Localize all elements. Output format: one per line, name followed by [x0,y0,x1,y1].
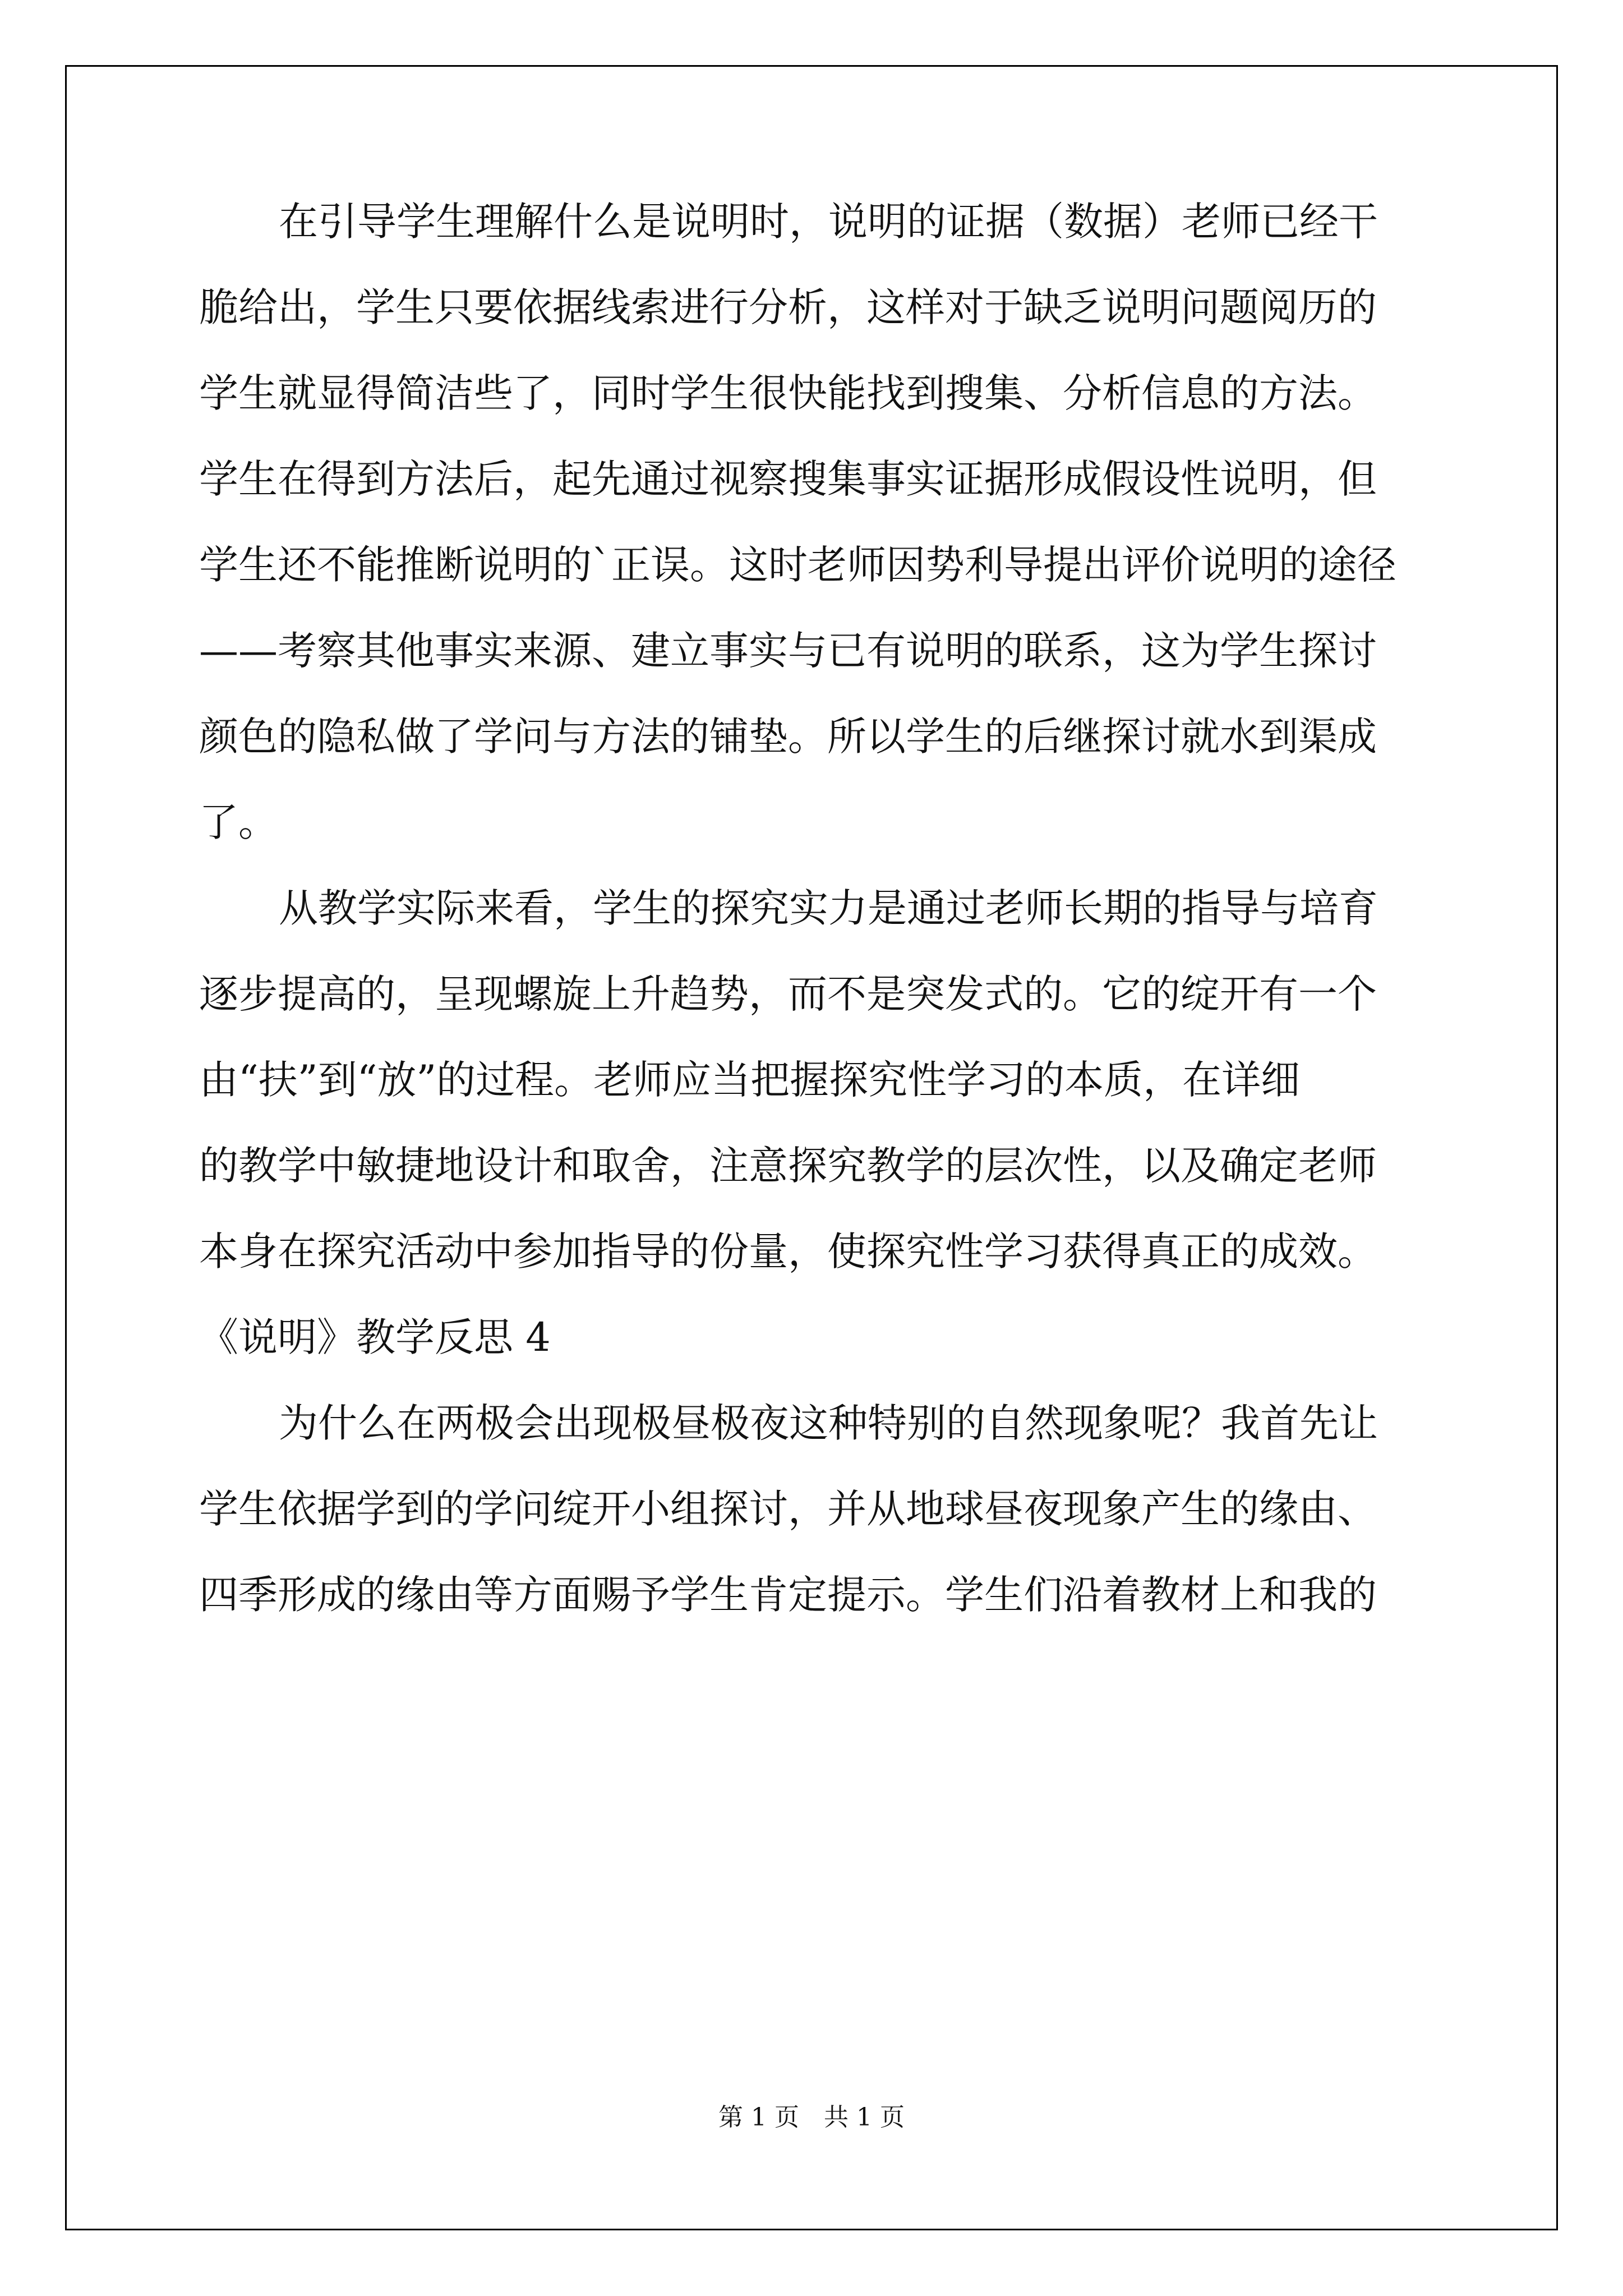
text-line: 学生依据学到的学问绽开小组探讨，并从地球昼夜现象产生的缘由、 [199,1486,1377,1532]
text-line: 脆给出，学生只要依据线索进行分析，这样对于缺乏说明问题阅历的 [199,284,1377,330]
text-line: 学生就显得简洁些了，同时学生很快能找到搜集、分析信息的方法。 [199,370,1377,416]
text-line: ——考察其他事实来源、建立事实与已有说明的联系，这为学生探讨 [199,628,1377,674]
text-line: 由“扶”到“放”的过程。老师应当把握探究性学习的本质，在详细 [199,1057,1301,1103]
text-line: 学生在得到方法后，起先通过视察搜集事实证据形成假设性说明，但 [199,456,1377,502]
text-line: 四季形成的缘由等方面赐予学生肯定提示。学生们沿着教材上和我的 [199,1572,1377,1618]
text-line: 从教学实际来看，学生的探究实力是通过老师长期的指导与培育 [279,885,1378,931]
text-line: 的教学中敏捷地设计和取舍，注意探究教学的层次性，以及确定老师 [199,1143,1377,1189]
text-line: 逐步提高的，呈现螺旋上升趋势，而不是突发式的。它的绽开有一个 [199,971,1377,1017]
text-line: 学生还不能推断说明的`正误。这时老师因势利导提出评价说明的途径 [199,542,1396,588]
text-line: 在引导学生理解什么是说明时，说明的证据（数据）老师已经干 [279,199,1378,245]
page-footer: 第 1 页 共 1 页 [718,2103,905,2132]
text-line: 为什么在两极会出现极昼极夜这种特别的自然现象呢？我首先让 [279,1400,1378,1446]
text-line: 颜色的隐私做了学问与方法的铺垫。所以学生的后继探讨就水到渠成 [199,714,1377,760]
section-heading: 《说明》教学反思 4 [199,1314,551,1360]
text-line: 了。 [199,799,278,845]
text-line: 本身在探究活动中参加指导的份量，使探究性学习获得真正的成效。 [199,1228,1377,1274]
